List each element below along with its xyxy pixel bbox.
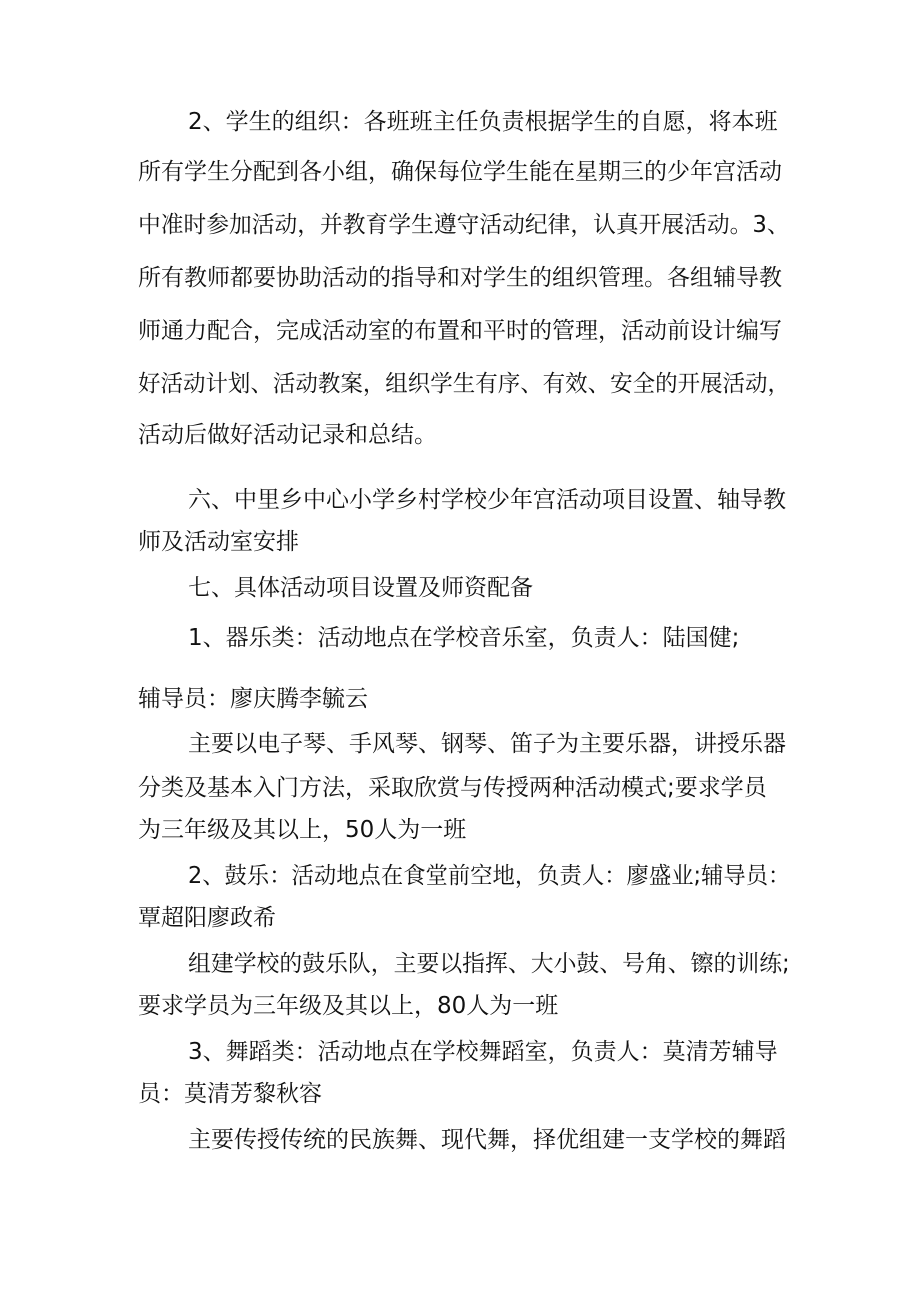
text-line: 组建学校的鼓乐队，主要以指挥、大小鼓、号角、镲的训练; [188,951,790,977]
text-line: 所有学生分配到各小组，确保每位学生能在星期三的少年宫活动 [138,159,782,185]
text-line: 2、学生的组织：各班班主任负责根据学生的自愿，将本班 [188,109,778,135]
text-line: 覃超阳廖政希 [138,905,276,931]
text-line: 要求学员为三年级及其以上，80人为一班 [138,993,559,1019]
text-line: 员：莫清芳黎秋容 [138,1081,322,1107]
text-line: 主要传授传统的民族舞、现代舞，择优组建一支学校的舞蹈 [188,1127,786,1153]
text-line: 3、舞蹈类：活动地点在学校舞蹈室，负责人：莫清芳辅导 [188,1039,778,1065]
text-line: 活动后做好活动记录和总结。 [138,422,437,448]
text-line: 为三年级及其以上，50人为一班 [138,817,467,843]
text-line: 七、具体活动项目设置及师资配备 [188,575,533,601]
text-line: 1、器乐类：活动地点在学校音乐室，负责人：陆国健; [188,625,740,651]
text-line: 六、中里乡中心小学乡村学校少年宫活动项目设置、轴导教 [188,487,786,513]
text-line: 辅导员：廖庆腾李毓云 [138,686,368,712]
text-line: 2、鼓乐：活动地点在食堂前空地，负责人：廖盛业;辅导员： [188,863,791,889]
text-line: 中准时参加活动，并教育学生遵守活动纪律，认真开展活动。3、 [138,212,790,238]
text-line: 分类及基本入门方法，采取欣赏与传授两种活动模式;要求学员 [138,775,767,801]
text-line: 所有教师都要协助活动的指导和对学生的组织管理。各组辅导教 [138,265,782,291]
text-line: 主要以电子琴、手风琴、钢琴、笛子为主要乐器，讲授乐器 [188,731,786,757]
text-line: 好活动计划、活动教案，组织学生有序、有效、安全的开展活动， [138,371,790,397]
text-line: 师及活动室安排 [138,529,299,555]
text-line: 师通力配合，完成活动室的布置和平时的管理，活动前设计编写 [138,318,782,344]
